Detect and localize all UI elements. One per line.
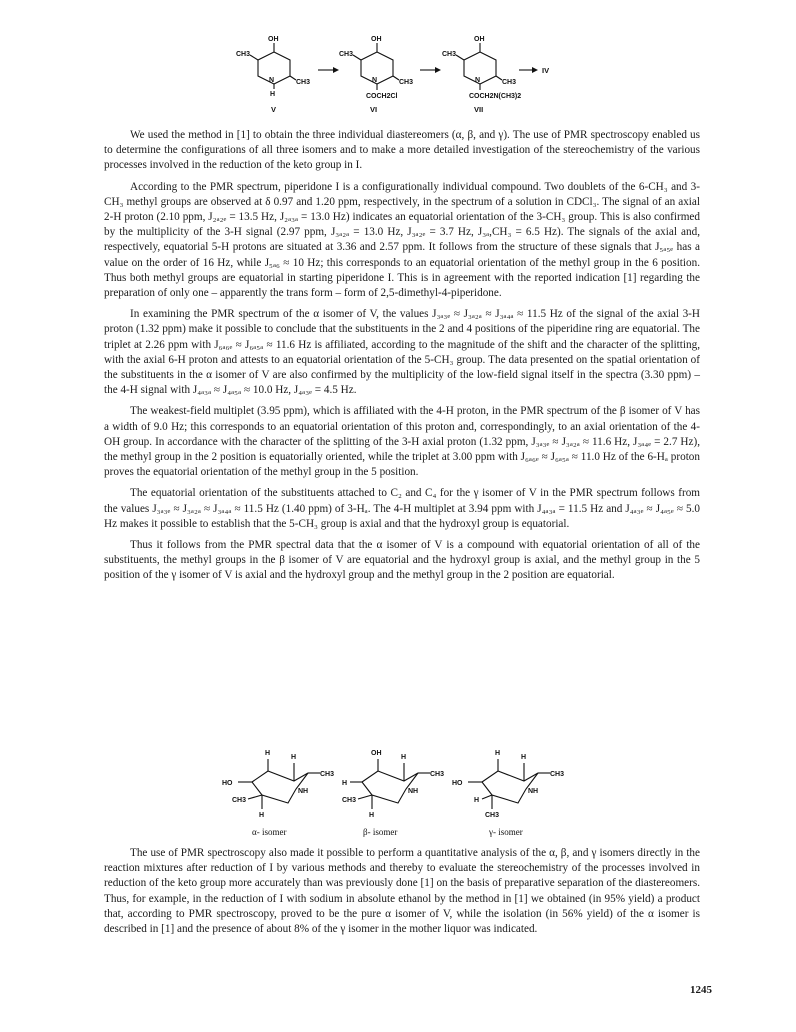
beta-isomer-label: β- isomer xyxy=(363,827,398,837)
compound-iv-label: IV xyxy=(542,66,550,75)
beta-ch3-right: CH3 xyxy=(430,771,445,778)
beta-oh-label: OH xyxy=(371,750,382,757)
v-ch3-right-label: CH3 xyxy=(296,79,311,86)
beta-ch3-left: CH3 xyxy=(342,797,357,804)
paragraph-3: In examining the PMR spectrum of the α isomer of V, the values J₃ₐ₃ₑ ≈ J₃ₐ₂ₐ ≈ J₃ₐ₄ₐ ≈ 11.5 Hz of the signal of the axial 3-H proton (1.32 ppm) make it possible to conclude that the substituents in the 2 and 4 positions of the piperidine ring are equatorial. The triplet at 2.26 ppm with J₆ₐ₆ₑ ≈ J₆ₐ₅ₐ ≈ 11.6 Hz is affiliated, according to the magnitude of the shift and the character of the splitting, with the axial 6-H proton and attests to an equatorial orientation of the 5-CH₃ group. The data presented on the spatial orientation of the substituents in the α isomer of V are also confirmed by the multiplicity of the low-field signal itself in the spectra (3.30 ppm) – the 4-H signal with J₄ₐ₃ₐ ≈ J₄ₐ₅ₐ ≈ 10.0 Hz, J₄ₐ₃ₑ = 4.5 Hz. xyxy=(104,308,700,397)
compound-vi-label: VI xyxy=(370,105,378,114)
paragraph-1: We used the method in [1] to obtain the three individual diastereomers (α, β, and γ). The use of PMR spectroscopy enabled us to determine the configurations of all three isomers and to make a more detailed investigation of the stereochemistry of the various processes involved in the reduction of the keto group in I. xyxy=(104,129,700,172)
v-h-label: H xyxy=(270,91,276,98)
arrow-3-head xyxy=(532,67,538,73)
paragraph-2: According to the PMR spectrum, piperidone I is a configurationally individual compound. Two doublets of the 6-CH₃ and 3-CH₃ methyl groups are observed at δ 0.97 and 1.20 ppm, respectively, in the spectrum of a solution in CDCl₃. The signal of an axial 2-H proton (2.10 ppm, J₂ₐ₂ₑ = 13.5 Hz, J₂ₐ₃ₐ = 13.0 Hz) indicates an equatorial orientation of the 3-CH₃ group. This is also confirmed by the multiplicity of the 3-H signal (2.97 ppm, J₃ₐ₂ₐ = 13.0 Hz, J₃ₐ₂ₑ = 3.7 Hz, J₃ₐ,CH₃ = 6.5 Hz). The signals of the axial and, respectively, equatorial 5-H protons are situated at 3.36 and 2.57 ppm. It follows from the structure of these signals that J₅ₐ₅ₑ has a value on the order of 16 Hz, while J₅ₐ₆ ≈ 10 Hz; this corresponds to an equatorial orientation of the methyl group in the 6 position. Thus both methyl groups are equatorial in starting piperidone I. This is in agreement with the reported indication [1] regarding the preparation of only one – apparently the trans form – form of 2,5-dimethyl-4-piperidone. xyxy=(104,180,700,300)
alpha-nh-label: NH xyxy=(298,788,309,795)
paragraph-6: Thus it follows from the PMR spectral data that the α isomer of V is a compound with equatorial orientation of all of the substituents, the methyl groups in the β isomer of V are equatorial and the hydroxyl group is axial, and the methyl group in the 5 position of the γ isomer of V is axial and the hydroxyl group and the methyl group in the 2 position are equatorial. xyxy=(104,539,700,582)
isomer-structures-svg xyxy=(200,737,600,837)
gamma-h-left: H xyxy=(474,797,480,804)
body-text-upper xyxy=(104,128,700,590)
beta-h-bottom: H xyxy=(369,812,375,819)
compound-vi-structure xyxy=(339,36,413,114)
vi-coch2cl-label: COCH2Cl xyxy=(366,93,398,100)
compound-vii-structure xyxy=(442,36,521,114)
vii-n-label: N xyxy=(475,77,481,84)
alpha-ch3-right: CH3 xyxy=(320,771,335,778)
gamma-ch3-right: CH3 xyxy=(550,771,565,778)
alpha-isomer-label: α- isomer xyxy=(252,827,287,837)
alpha-ch3-left: CH3 xyxy=(232,797,247,804)
gamma-h-top-right: H xyxy=(521,754,527,761)
body-text-lower xyxy=(104,846,700,943)
beta-h-left: H xyxy=(342,780,348,787)
alpha-h-bottom: H xyxy=(259,812,265,819)
vi-ch3-right-label: CH3 xyxy=(399,79,414,86)
gamma-h-top-left: H xyxy=(495,750,501,757)
paragraph-7: The use of PMR spectroscopy also made it possible to perform a quantitative analysis of the α, β, and γ isomers directly in the reaction mixtures after reduction of I by various methods and thereby to evaluate the stereochemistry of the processes involved in reduction of the keto group more accurately than was previously done [1] on the basis of preparative separation of the diastereomers. Thus, for example, in the reduction of I with sodium in absolute ethanol by the method in [1] we obtained (in 95% yield) a product that, according to PMR spectroscopy, proved to be the pure α isomer of V, while the isolation (in 56% yield) of the α isomer is described in [1] and the presence of about 8% of the γ isomer in the mother liquor was indicated. xyxy=(104,847,700,936)
gamma-isomer-label: γ- isomer xyxy=(489,827,523,837)
vi-ch3-label: CH3 xyxy=(339,51,354,58)
gamma-ch3-bottom: CH3 xyxy=(485,812,500,819)
gamma-nh-label: NH xyxy=(528,788,539,795)
v-n-label: N xyxy=(269,77,275,84)
paragraph-5: The equatorial orientation of the substituents attached to C₂ and C₄ for the γ isomer of V in the PMR spectrum follows from the values J₃ₐ₃ₑ ≈ J₃ₐ₂ₐ ≈ J₃ₐ₄ₐ ≈ 11.5 Hz (1.40 ppm) of 3-Hₐ. The 4-H multiplet at 3.94 ppm with J₄ₐ₃ₐ = 11.5 Hz and J₄ₐ₃ₑ ≈ J₄ₐ₅ₑ ≈ 5.0 Hz makes it possible to establish that the 5-CH₃ group is axial and that the hydroxyl group is equatorial. xyxy=(104,487,700,530)
alpha-isomer-structure xyxy=(222,750,334,837)
gamma-isomer-structure xyxy=(452,750,564,837)
vi-n-label: N xyxy=(372,77,378,84)
beta-nh-label: NH xyxy=(408,788,419,795)
beta-isomer-structure xyxy=(342,750,444,837)
page-number: 1245 xyxy=(690,984,712,996)
reaction-scheme xyxy=(0,0,796,125)
compound-v-label: V xyxy=(271,105,277,114)
gamma-ho-label: HO xyxy=(452,780,463,787)
reaction-scheme-svg xyxy=(0,0,796,125)
paragraph-4: The weakest-field multiplet (3.95 ppm), which is affiliated with the 4-H proton, in the PMR spectrum of the β isomer of V has a width of 9.0 Hz; this corresponds to an equatorial orientation of this proton and, correspondingly, to an axial orientation of the 4-OH group. In accordance with the character of the splitting of the 3-H axial proton (1.32 ppm, J₃ₐ₃ₑ ≈ J₃ₐ₂ₐ ≈ 11.6 Hz, J₃ₐ₄ₑ = 2.7 Hz), the methyl group in the 2 position is equatorially oriented, while the triplet at 3.00 ppm with J₆ₐ₆ₑ ≈ J₆ₐ₅ₐ ≈ 11.0 Hz of the 6-Hₐ proton proves the equatorial orientation of the methyl group in the 5 position. xyxy=(104,405,700,479)
vii-ch3-right-label: CH3 xyxy=(502,79,517,86)
isomer-structures xyxy=(200,737,600,837)
alpha-h-top-right: H xyxy=(291,754,297,761)
arrow-2-head xyxy=(435,67,441,73)
v-oh-label: OH xyxy=(268,36,279,43)
compound-vii-label: VII xyxy=(474,105,484,114)
vi-oh-label: OH xyxy=(371,36,382,43)
v-ch3-label: CH3 xyxy=(236,51,251,58)
alpha-ho-label: HO xyxy=(222,780,233,787)
beta-h-top-right: H xyxy=(401,754,407,761)
alpha-h-top-left: H xyxy=(265,750,271,757)
arrow-1-head xyxy=(333,67,339,73)
vii-ch3-label: CH3 xyxy=(442,51,457,58)
vii-oh-label: OH xyxy=(474,36,485,43)
compound-v-structure xyxy=(236,36,310,114)
vii-coch2n-label: COCH2N(CH3)2 xyxy=(469,93,522,100)
